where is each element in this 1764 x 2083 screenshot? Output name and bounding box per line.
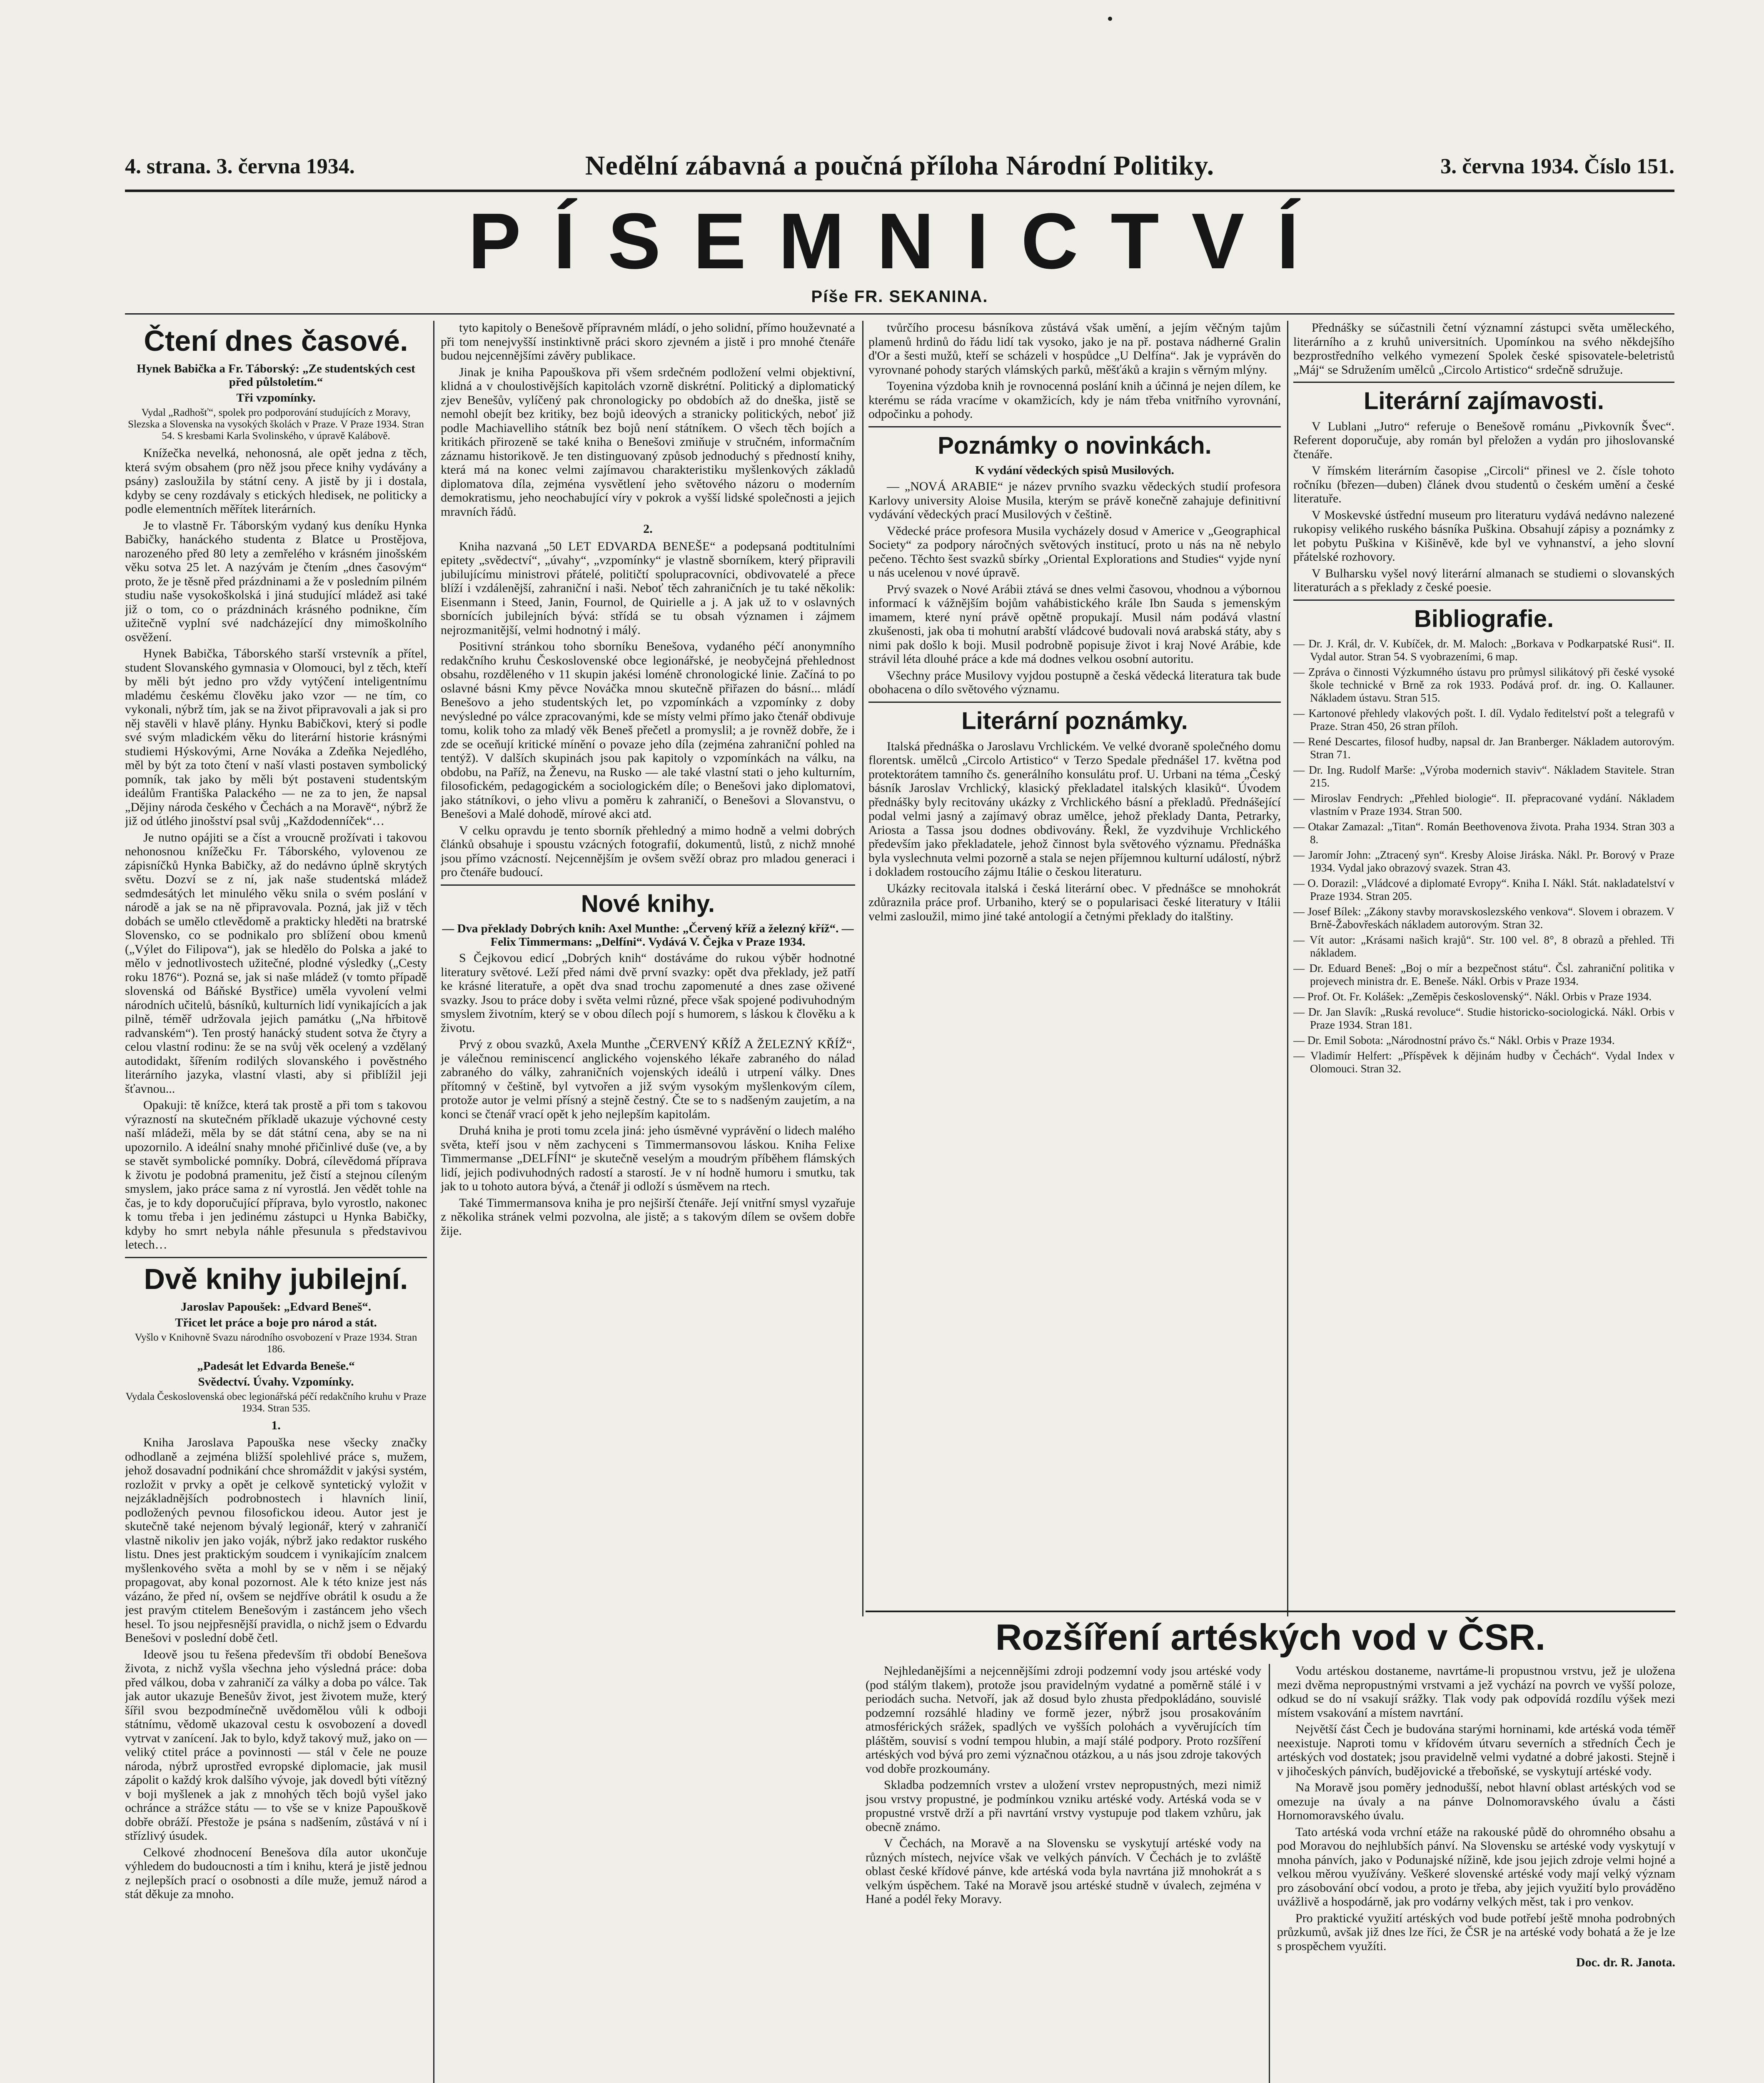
article-subtitle: Tři vzpomínky. [236, 391, 316, 405]
bibliography-entry: — Dr. Jan Slavík: „Ruská revoluce“. Studie historicko-sociologická. Nákl. Orbis v Praze 1934. Stran 181. [1293, 1005, 1674, 1031]
book-imprint: Vyšlo v Knihovně Svazu národního osvobození v Praze 1934. Stran 186. [135, 1331, 417, 1355]
column-1 [125, 321, 427, 2083]
divider [868, 702, 1281, 703]
article-title: Poznámky o novinkách. [938, 432, 1212, 459]
paragraph: Všechny práce Musilovy vyjdou postupně a česká vědecká literatura tak bude obohacena o dílo světového významu. [868, 668, 1281, 697]
paragraph: Celkové zhodnocení Benešova díla autor ukončuje výhledem do budoucnosti a tím i knihu, která je jistě jednou z nejlepších prací o osobnosti a díle muže, jemuž národ a stát děkuje za mnoho. [125, 1845, 427, 1901]
paragraph: Opakuji: tě knížce, která tak prostě a při tom s takovou výrazností na skutečném příkladě ukazuje výchovné cesty naší mládeži, měla by se dát státní cena, aby se na ni upozornilo. A ideální snahy mnohé přičinlivé duše (ve, a by se stavět symbolické pomníky. Dobrá, cílevědomá příprava k životu je podobná pramenitu, jež čistí a stejnou cíleným smyslem, jako práce sama z ní vyrostlá. Jen vědět tohle na čas, je to kdy doporučující příprava, bylo vyrostlo, nakonec k tomu třeba i jen jedinému zástupci u Hynka Babičky, kdyby ho smrt nebyla náhle přesunula s představivou letech… [125, 1098, 427, 1251]
article-rule [866, 1611, 1675, 1612]
wide-article-columns [866, 1664, 1675, 2083]
paragraph: V Bulharsku vyšel nový literární almanach se studiemi o slovanských literaturách a s překlady z české poesie. [1293, 566, 1674, 594]
bibliography-entry: — Otakar Zamazal: „Titan“. Román Beethovenova života. Praha 1934. Stran 303 a 8. [1293, 820, 1674, 846]
column-4 [1293, 321, 1674, 1608]
paragraph: Jinak je kniha Papouškova při všem srdečném podložení velmi objektivní, klidná a v choulostivějších kapitolách vzorně diskrétní. Politický a diplomatický zjev Benešův, vylíčený pak chronologicky po obdobích až do dneška, jistě se nemohl obejít bez kritiky, bez bojů ideových a stranicky politických, neboť již podle Machiavelliho státník bez bojů není státníkem. O všech těch bojích a kritikách přirozeně se také kniha o Benešovi zmiňuje v stručném, informačním záznamu historikově. Je ten distinguovaný způsob jednoduchý s předností knihy, která má na konec velmi zajímavou charakteristiku myšlenkových základů diplomatova díla, zejména vysvětlení jeho světového názoru o moderním demokratismu, jeho neochabující víry v pokrok a vyšší lidské společnosti a jejich mravních řádů. [441, 365, 855, 519]
article-subtitle: Hynek Babička a Fr. Táborský: „Ze studentských cest před půlstoletím.“ [137, 362, 415, 389]
bibliography-entry: — Zpráva o činnosti Výzkumného ústavu pro průmysl silikátový při české vysoké škole technické v Brně za rok 1933. Podává prof. dr. ing. O. Kallauner. Nákladem ústavu. Stran 515. [1293, 665, 1674, 704]
bibliography-entry: — Dr. J. Král, dr. V. Kubíček, dr. M. Maloch: „Borkava v Podkarpatské Rusi“. II. Vydal autor. Stran 54. S vyobrazeními, 6 map. [1293, 637, 1674, 663]
wide-column-right [1277, 1664, 1675, 2083]
book-subtitle: Třicet let práce a boje pro národ a stát. [175, 1316, 377, 1329]
column-divider [1287, 321, 1288, 1616]
bibliography-entry: — René Descartes, filosof hudby, napsal dr. Jan Branberger. Nákladem autorovým. Stran 71. [1293, 735, 1674, 761]
bibliography-entry: — Vladimír Helfert: „Příspěvek k dějinám hudby v Čechách“. Vydal Index v Olomouci. Stran 32. [1293, 1049, 1674, 1075]
column-divider [1269, 1664, 1270, 2083]
paragraph: Přednášky se súčastnili četní významní zástupci světa uměleckého, literárního a z kruhů universitních. Upomínkou na svého někdejšího bezprostředního velkého vymezení Spolek české spisovatele-beletristů „Máj“ se Sdružením umělců „Circolo Artistico“ srdečně sdružuje. [1293, 321, 1674, 377]
paragraph: Vodu artéskou dostaneme, navrtáme-li propustnou vrstvu, jež je uložena mezi dvěma nepropustnými vrstvami a jež vychází na povrch ve vyšší poloze, odkud se do ní vsakují srážky. Tlak vody pak odpovídá rozdílu výšek mezi místem vsakování a místem navrtání. [1277, 1664, 1675, 1720]
wide-column-left [866, 1664, 1261, 2083]
paragraph: tyto kapitoly o Benešově přípravném mládí, o jeho solidní, přímo houževnaté a při tom nenejvyšší instinktivně práci skoro zjevném a jistě i pro mnohé čtenáře budou nejcennějšími závěry publikace. [441, 321, 855, 362]
book-subtitle: Svědectví. Úvahy. Vzpomínky. [198, 1375, 354, 1389]
paragraph: Ideově jsou tu řešena především tři období Benešova života, z nichž vyšla všechna jeho výsledná práce: doba před válkou, doba v zahraničí za války a doba po válce. Tak jak autor ukazuje Benešův život, jest životem muže, který šířil svou bezpodmínečně uvědomělou vůli k odboji státnímu, vědomě ukazoval cestu k osvobození a dovedl vytrvat v zanícení. Jak to bylo, když takový muž, jako on — veliký ctitel práce a povinnosti — stál v čele ne pouze národa, nýbrž uprostřed evropské diplomacie, jak musil zápolit o každý krok dalšího vývoje, jak dovedl býti vítězný v boji myšlenek a jak z mnohých těch bojů vyšel jako ochránce a strážce státu — to vše se v knize Papouškově dobře obráží. Přestože je psána s nadšením, zůstává v ní i střízlivý úsudek. [125, 1647, 427, 1843]
paragraph: Ukázky recitovala italská i česká literární obec. V přednášce se mnohokrát zdůraznila práce prof. Urbaniho, který se o popularisaci české literatury v Itálii velmi zasloužil, mimo jiné také antologií a četnými překlady do italštiny. [868, 881, 1281, 923]
bibliography-entry: — Jaromír John: „Ztracený syn“. Kresby Aloise Jiráska. Nákl. Pr. Borový v Praze 1934. Vydal jako obrazový svazek. Stran 43. [1293, 848, 1674, 874]
section-number: 1. [271, 1418, 281, 1432]
paragraph: Toyenina výzdoba knih je rovnocenná poslání knih a účinná je nejen dílem, ke kterému se ráda vracíme v okamžicích, kdy je nám třeba vnitřního vyrovnání, odpočinku a pohody. [868, 379, 1281, 421]
paragraph: Druhá kniha je proti tomu zcela jiná: jeho úsměvné vyprávění o lidech malého světa, kteří jsou v něm zachyceni s Timmermansovou láskou. Kniha Felixe Timmermanse „DELFÍNI“ je skutečně veselým a moudrým příběhem flámských lidí, jejich podivuhodných radostí a starostí. Je v ní hodně humoru i smutku, tak jak to u tohoto autora bývá, a čtenář ji odloží s úsměvem na rtech. [441, 1124, 855, 1194]
article-title: Dvě knihy jubilejní. [144, 1262, 408, 1295]
book-title: Jaroslav Papoušek: „Edvard Beneš“. [180, 1300, 372, 1314]
bibliography-entry: — Prof. Ot. Fr. Kolášek: „Zeměpis československý“. Nákl. Orbis v Praze 1934. [1293, 990, 1652, 1003]
divider [1293, 382, 1674, 383]
bibliography-entry: — Dr. Emil Sobota: „Národnostní právo čs.“ Nákl. Orbis v Praze 1934. [1293, 1034, 1615, 1046]
paragraph: Kniha Jaroslava Papouška nese všecky značky odhodlaně a zejména bližší spolehlivé práce s, mužem, jehož dosavadní podnikání chce shromáždit v jakýsi systém, rozložit v prvky a opět je celkově syntetický vyložit v nejzákladnějších podrobnostech i hlavních linií, podložených pevnou filosofickou ideou. Autor jest je skutečně také nejenom bývalý legionář, který v zahraničí vlastně nikoliv jen jako voják, nýbrž jako redaktor ruského listu. Dnes jest praktickým soudcem i vynikajícím znalcem myšlenkového světa a mohl by se v něm i se nějaký propagovat, aby konal pozornost. Ale k této knize jest nás vázáno, že před ní, ovšem se nejdříve obrátil k osudu a že jest pravým ctitelem Benešovým i zastáncem jeho všech hesel. To jsou nejpřesnější pravidla, o nichž jsem o Edvardu Benešovi v poslední době četl. [125, 1436, 427, 1645]
author-signature: Doc. dr. R. Janota. [1576, 1956, 1675, 1969]
column-3 [868, 321, 1281, 1608]
page-date-left: 4. strana. 3. června 1934. [125, 155, 355, 178]
paragraph: Knížečka nevelká, nehonosná, ale opět jedna z těch, která svým obsahem (pro něž jsou přece knihy vydávány a psány) zasloužila by státní ceny. A jistě by ji i dostala, kdyby se ceny rozdávaly s etických hledisek, ne politicky a podle elementních měřítek literárních. [125, 446, 427, 516]
supplement-title: Nedělní zábavná a poučná příloha Národní Politiky. [585, 150, 1215, 181]
article-title: Čtení dnes časové. [144, 325, 408, 357]
books-heading: — Dva překlady Dobrých knih: Axel Munthe: „Červený kříž a železný kříž“. — Felix Timmermans: „Delfíni“. Vydává V. Čejka v Praze 1934. [442, 922, 854, 949]
bibliography-list [1293, 637, 1674, 1075]
article-title: Rozšíření artéských vod v ČSR. [995, 1616, 1546, 1658]
paragraph: — „NOVÁ ARABIE“ je název prvního svazku vědeckých studií profesora Karlovy university Aloise Musila, kterým se právě konečně zahajuje definitivní vydávání vědeckých prací Musilových v češtině. [868, 480, 1281, 522]
bibliography-entry: — Josef Bílek: „Zákony stavby moravskoslezského venkova“. Slovem i obrazem. V Brně-Žabovřeskách nákladem autorovým. Stran 32. [1293, 905, 1674, 931]
section-number: 2. [643, 522, 653, 536]
bibliography-entry: — Dr. Eduard Beneš: „Boj o mír a bezpečnost státu“. Čsl. zahraniční politika v projevech ministra dr. E. Beneše. Nákl. Orbis v Praze 1934. [1293, 962, 1674, 987]
paragraph: Nejhledanějšími a nejcennějšími zdroji podzemní vody jsou artéské vody (pod stálým tlakem), protože jsou pravidelným vydatné a poměrně stálé i v periodách sucha. Netvoří, jak až dosud bylo zhusta předpokládáno, souvislé podzemní rozsáhlé hladiny ve formě jezer, nýbrž jsou prosakováním atmosférických srážek, spadlých ve vyšších polohách a vyvěrujících tím pláštěm, souvisí s vodní tempou hlubin, a mají stálé podpory. Proto rozšíření artéských vod bývá pro zemi význačnou otázkou, a u nás jsou zdroje takových vod dobře prozkoumány. [866, 1664, 1261, 1776]
paragraph: Vědecké práce profesora Musila vycházely dosud v Americe v „Geographical Society“ za podpory náročných světových institucí, proto u nás na ně nebylo pečeno. Těchto šest svazků sbírky „Oriental Explorations and Studies“ vyjde nyní u nás ucelenou v nové úpravě. [868, 524, 1281, 580]
paragraph: Je nutno opájiti se a číst a vroucně prožívati i takovou nehonosnou knížečku Fr. Táborského, vylovenou ze zápisníčků Hynka Babičky, až do nedávno úplně skrytých světu. Dozví se z ní, jak naše studentská mládež sedmdesátých let minulého věku snila o svém poslání v národě a jak se na ně připravovala. Pozná, jak již v těch dobách se umělo ctlevědomě a prakticky hleděti na bratrské Slovensko, co se podnikalo pro sblížení obou kmenů („Výlet do Filipova“), jak se hledělo do Polska a jaké to mělo v jednotlivostech užitečné, plodné výsledky („Cesty roku 1876“). Pozná se, jak si naše mládež (v tomto případě slovenská od Báňské Bystřice) uměla vyvolení velmi národních učitelů, básníků, kulturních lidí vynikajících a jak pilně, téměř udržovala jejich památku („Na hřbitově radvanském“). Ten prostý hanácký student sotva že čtyry a celou vlastní rodinu: že se na svůj věk ocelený a vzdělaný autodidakt, šířením rodilých slovanského i pověstného literárního jazyka, vlastní vlasti, aby si přiblížil jeji šťavnou... [125, 830, 427, 1096]
book-imprint: Vydala Československá obec legionářská péčí redakčního kruhu v Praze 1934. Stran 535. [125, 1391, 427, 1414]
article-title: Nové knihy. [581, 890, 715, 917]
section-byline: Píše FR. SEKANINA. [811, 287, 988, 306]
ink-speck [1108, 17, 1112, 21]
banner-rule [125, 313, 1674, 315]
section-banner: PÍSEMNICTVÍ [468, 197, 1332, 285]
paragraph: Skladba podzemních vrstev a uložení vrstev nepropustných, mezi nimiž jsou vrstvy propustné, je podmínkou vzniku artéské vody. Artéská voda se v propustné vrstvě drží a při navrtání vrstvy vystupuje pod tlakem vzhůru, jak obecně známo. [866, 1778, 1261, 1834]
column-divider [862, 321, 863, 1616]
book-title: „Padesát let Edvarda Beneše.“ [197, 1359, 355, 1373]
divider [1293, 599, 1674, 601]
paragraph: Prvý svazek o Nové Arábii ztává se dnes velmi časovou, vhodnou a výbornou informací k vážnějším bojům vahábistického krále Ibn Sauda s jemenským imamem, které nyní právě opětně propukají. Musil nám podává vlastní zkušenosti, jak oba ti mohutní arabští vládcové budovali nová arabská státy, aby s nimi pak došlo k boji. Musil podrobně popisuje život i kraj Nové Arábie, kde strávil léta dlouhé práce a kde má dodnes velkou osobní autoritu. [868, 582, 1281, 666]
bibliography-entry: — Kartonové přehledy vlakových pošt. I. díl. Vydalo ředitelství pošt a telegrafů v Praze. Stran 450, 26 stran příloh. [1293, 707, 1674, 732]
column-2 [441, 321, 855, 2083]
paragraph: Na Moravě jsou poměry jednodušší, nebot hlavní oblast artéských vod se omezuje na úvaly a na pánve Dolnomoravského úvalu a části Hornomoravského úvalu. [1277, 1781, 1675, 1822]
paragraph: Pro praktické využití artéských vod bude potřebí ještě mnoha podrobných průzkumů, avšak již dnes lze říci, že ČSR je na artéské vody bohatá a že je lze s prospěchem využíti. [1277, 1911, 1675, 1953]
running-header [125, 150, 1674, 187]
issue-number: 3. června 1934. Číslo 151. [1440, 155, 1674, 178]
header-rule [125, 190, 1674, 192]
paragraph: Prvý z obou svazků, Axela Munthe „ČERVENÝ KŘÍŽ A ŽELEZNÝ KŘÍŽ“, je válečnou reminiscencí anglického vojenského lékaře zabraného do nálad zabraného do války, zahraničních vojenských ideálů i utrpení války. Dnes přítomný v češtině, byl vytvořen a již svým vysokým myšlenkovým cílem, protože autor je velmi přísný a stejně čestný. Čte se to s nadšeným zaujetím, a na konci se čtenář vrací opět k jeho nejlepším kapitolám. [441, 1037, 855, 1121]
paragraph: S Čejkovou edicí „Dobrých knih“ dostáváme do rukou výběr hodnotné literatury světové. Leží před námi dvě první svazky: opět dva překlady, jež patří ke krásné literatuře, a opět dva snad trochu zapomenuté a dnes zase oživené svazky. Jsou to práce doby i světa velmi různé, přece však spojené podivuhodným smyslem životním, který se v obou dílech pojí s humorem, s láskou k člověku a k životu. [441, 951, 855, 1035]
paragraph: Také Timmermansova kniha je pro nejširší čtenáře. Její vnitřní smysl vyzařuje z několika stránek velmi pozvolna, ale jistě; a s takovým dílem se ovšem dobře žije. [441, 1196, 855, 1238]
wide-article [866, 1616, 1675, 2083]
divider [125, 1257, 427, 1258]
paragraph: Je to vlastně Fr. Táborským vydaný kus deníku Hynka Babičky, hanáckého studenta z Blatce u Prostějova, narozeného před 80 lety a zemřelého v krásném jinošském věku sotva 25 let. A nazývám je čtením „dnes časovým“ proto, že je těsně před prázdninami a že v posledním pilném studiu naše vysokoškolská i jiná studující mládež asi také již o tom, co o prázdninách krásného podnikne, čím užitečně vyplní své nadcházející dny mimoškolního osvěžení. [125, 518, 427, 644]
paragraph: V Moskevské ústřední museum pro literaturu vydává nedávno nalezené rukopisy velikého ruského básníka Puškina. Obsahují zápisy a poznámky z let pobytu Puškina v Kišiněvě, kde byl ve vyhnanství, a jeho slovní přátelské rozhovory. [1293, 508, 1674, 564]
paragraph: V Čechách, na Moravě a na Slovensku se vyskytují artéské vody na různých místech, nejvíce však ve velkých pánvích. V Čechách je to zvláště oblast české křídové pánve, kde artéská voda byla navrtána již mnohokrát a s velkým úspěchem. Také na Moravě jsou artéské studně v úvalech, zejména v Hané a podél řeky Moravy. [866, 1836, 1261, 1906]
paragraph: Italská přednáška o Jaroslavu Vrchlickém. Ve velké dvoraně společného domu florentsk. umělců „Circolo Artistico“ v Terzo Spedale přednášel 17. května pod protektorátem tamního čs. generálního konsulátu prof. U. Urbani na téma „Český básník Jaroslav Vrchlický, klasický překladatel italských klasiků“. Úvodem přednášky byly recitovány ukázky z Vrchlického básní a překladů. Přednášející podal velmi jasný a zajímavý obraz umělce, jehož překlady Danta, Petrarky, Ariosta a Tassa jsou dodnes obdivovány. Řekl, že vyzdvihuje Vrchlického především jako překladatele, jehož činnost byla světového významu. Přednáška byla vyslechnuta velmi pozorně a stala se nejen příjemnou kulturní událostí, nýbrž i dokladem rostoucího zájmu Itálie o českou literaturu. [868, 739, 1281, 879]
paragraph: Positivní stránkou toho sborníku Benešova, vydaného péčí anonymního redakčního kruhu Československé obce legionářské, je neobyčejná přehlednost obsahu, rozděleného v 11 skupin jakési loméně chronologické linie. Začíná to po oslavné básni Kmy pěvce Nováčka mnou skutečně přiřazen do básní... mládí Benešovo a jeho studentských let, po vzpomínkách a vzpomínky z doby nevýsledné po válce zpracovanými, kde se místy velmi přímo jako čtenář obdivuje tomu, kolik toho za mladý věk Beneš přečetl a promyslil; a je rovněž dobře, že i zde se oceňují kritické mínění o povaze jeho díla (zejména zahraniční pohled na tentýž). V dalších skupinách jsou pak kapitoly o vzpomínkách na válku, na obdobu, na Paříž, na Ženevu, na Rusko — ale také vlastní stati o jeho kulturním, filosofickém, pedagogickém a sociologickém díle; o Benešovi jako diplomatovi, jako státníkovi, o jeho vlivu a poměru k zahraničí, o Benešovi a Slovanstvu, o Benešovi a Malé dohodě, mírové akci atd. [441, 639, 855, 821]
article-title: Literární poznámky. [961, 707, 1188, 734]
bibliography-entry: — Dr. Ing. Rudolf Marše: „Výroba modernich staviv“. Nákladem Stavitele. Stran 215. [1293, 763, 1674, 789]
paragraph: Hynek Babička, Táborského starší vrstevník a přítel, student Slovanského gymnasia v Olomouci, byl z těch, kteří by měli být jedno pro vždy vytýčení inteligentnímu mladému českému člověku jako vzor — ne tím, co vykonali, nýbrž tím, jak se na život připravovali a jak si pro něj stavěli v hlavě plány. Hynku Babičkovi, který si podle své svým mladickém věku do literární historie krásnými studiemi Hýskovými, Arne Nováka a Zdeňka Nejedlého, měl by být za toto čtení v naší vlasti postaven symbolický pomník, tak jako by měli být postaveni studentským ideálům Františka Palackého — ne za to jen, že napsal „Dějiny národa českého v Čechách a na Moravě“, nýbrž že již od útlého jinošství psal svůj „Každodenníček“… [125, 647, 427, 828]
paragraph: Největší část Čech je budována starými horninami, kde artéská voda téměř neexistuje. Naproti tomu v křídovém útvaru severních a středních Čech je artéských vod dostatek; jsou pravidelně velmi vydatné a dobré jakosti. Stejně i v jihočeských pánvích, budějovické a třeboňské, se vyskytují artéské vody. [1277, 1722, 1675, 1778]
article-subtitle: K vydání vědeckých spisů Musilových. [975, 464, 1174, 477]
paragraph: V římském literárním časopise „Circoli“ přinesl ve 2. čísle tohoto ročníku (březen—duben) článek dvou studentů o českém umění a české literatuře. [1293, 464, 1674, 506]
bibliography-entry: — O. Dorazil: „Vládcové a diplomaté Evropy“. Kniha I. Nákl. Stát. nakladatelství v Praze 1934. Stran 205. [1293, 877, 1674, 902]
paragraph: tvůrčího procesu básníkova zůstává však umění, a jejím věčným tajům plamenů hrdinů do řádu lidí tak vysoko, jako je na př. postava nádherné Gralin d'Or a šesti mužů, kteří se scházeli v hospůdce „U Delfína“. Jak je vyprávěn do vyrovnané pohody starých vlámských parků, měšťáků a krajin s věrným mlýny. [868, 321, 1281, 377]
column-divider [433, 321, 434, 2083]
paragraph: Tato artéská voda vrchní etáže na rakouské půdě do ohromného obsahu a pod Moravou do nejhlubších pánví. Na Slovensku se artéské vody vyskytují v mnoha pánvích, jako v Podunajské nížině, kde jsou jejich zdroje velmi hojné a velkou měrou využívány. Veškeré slovenské artéské vody mají velký význam pro zásobování obcí vodou, a proto je třeba, aby jejich využití bylo prováděno uvážlivě a hospodárně, jak pro vodárny velkých měst, tak i pro venkov. [1277, 1825, 1675, 1908]
article-title: Bibliografie. [1414, 605, 1554, 632]
article-title: Literární zajímavosti. [1364, 387, 1604, 415]
bibliography-entry: — Miroslav Fendrych: „Přehled biologie“. II. přepracované vydání. Nákladem vlastním v Praze 1934. Stran 500. [1293, 792, 1674, 817]
divider [441, 884, 855, 886]
book-imprint: Vydal „Radhošť“, spolek pro podporování studujících z Moravy, Slezska a Slovenska na vysokých školách v Praze. V Praze 1934. Stran 54. S kresbami Karla Svolinského, v úpravě Kalábově. [128, 407, 424, 442]
paragraph: V Lublani „Jutro“ referuje o Benešově románu „Pivkovník Švec“. Referent doporučuje, aby román byl přeložen a vydán pro jihoslovanské čtenáře. [1293, 419, 1674, 461]
bibliography-entry: — Vít autor: „Krásami našich krajů“. Str. 100 vel. 8°, 8 obrazů a přehled. Tři nákladem. [1293, 933, 1674, 959]
paragraph: Kniha nazvaná „50 LET EDVARDA BENEŠE“ a podepsaná podtitulními epitety „svědectví“, „úvahy“, „vzpomínky“ je vlastně sborníkem, který připravili jubilujícímu ministrovi přátelé, političtí spolupracovníci, obdivovatelé a přece blíží i vzdálenější, zahraniční i naši. Neboť těch zahraničních je tu také několik: Eisenmann i Steed, Janin, Fournol, de Quirielle a j. A jak už to v oslavných sbornících jubilejních bývá: střídá se tu obsah významen i zájmem nejrozmanitější, velmi hodnotný i málý. [441, 539, 855, 637]
paragraph: V celku opravdu je tento sborník přehledný a mimo hodně a velmi dobrých článků obsahuje i spoustu vzácných fotografií, dokumentů, listů, z nichž mnohé jsou přímo vzácností. Nejcennějším je ovšem svěží obraz pro mladou generaci i pro čtenáře budoucí. [441, 823, 855, 879]
divider [868, 426, 1281, 427]
